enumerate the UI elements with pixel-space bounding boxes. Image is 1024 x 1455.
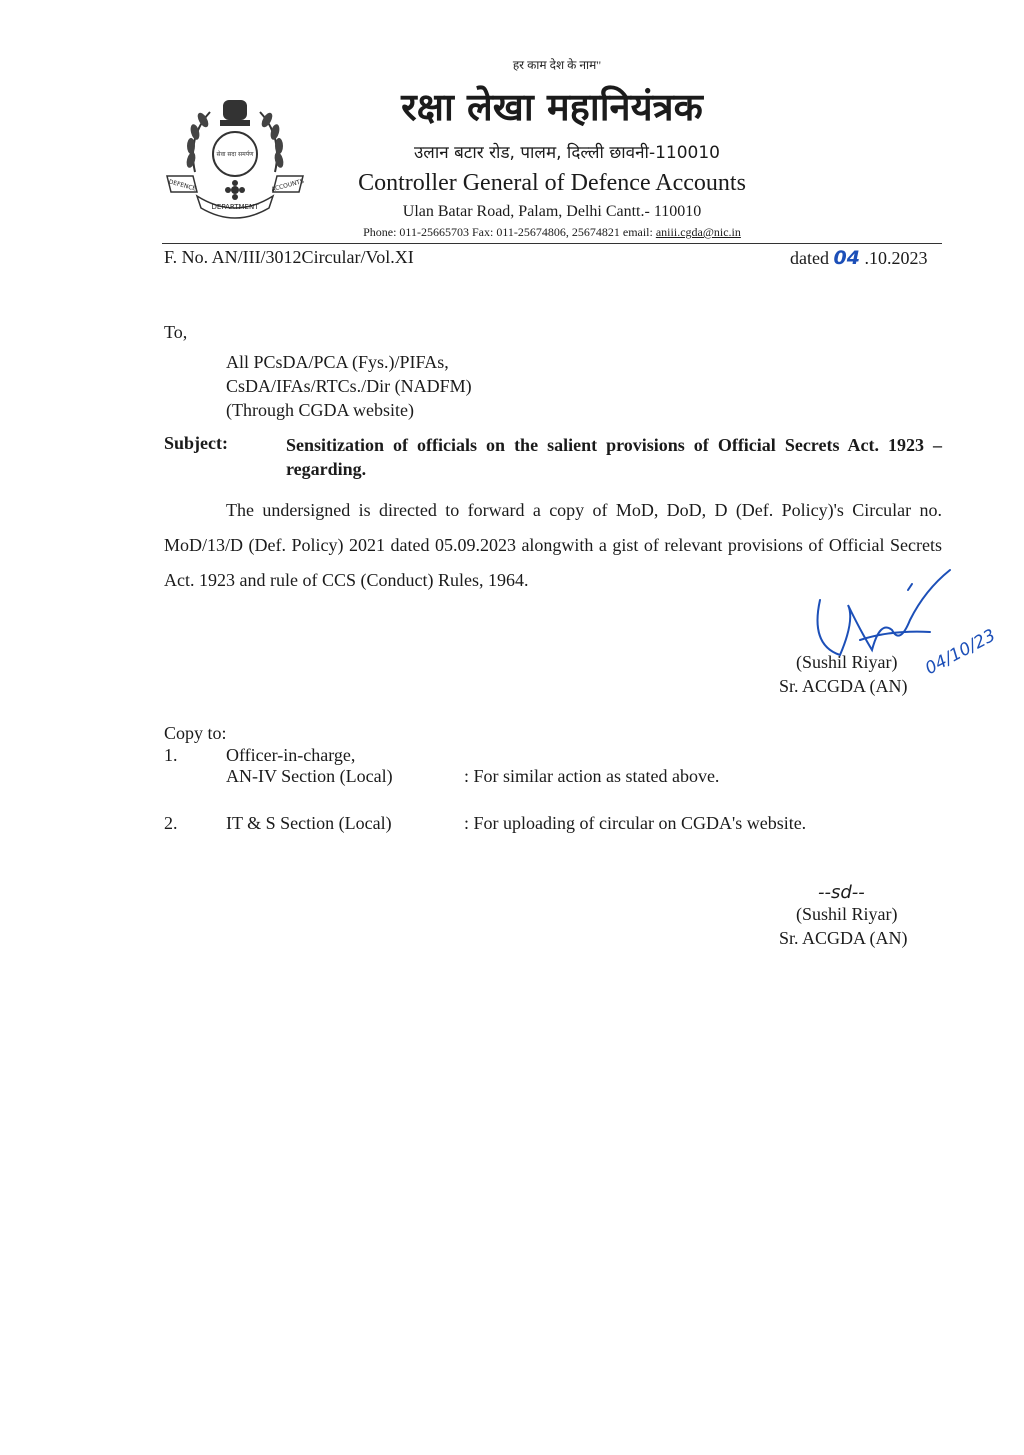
addressee-line: (Through CGDA website) <box>226 400 414 420</box>
closing-designation: Sr. ACGDA (AN) <box>779 928 908 948</box>
copy-item-recipient: AN-IV Section (Local) <box>226 766 393 786</box>
copy-item-number: 1. <box>164 745 178 765</box>
sd-mark: --sd-- <box>818 882 865 903</box>
emblem-banner-left: DEFENCE <box>167 178 197 193</box>
emblem-banner-bottom: DEPARTMENT <box>211 203 259 211</box>
copy-item-note: : For uploading of circular on CGDA's website. <box>464 813 807 833</box>
handwritten-day: 04 <box>833 247 860 269</box>
address-hindi: उलान बटार रोड, पालम, दिल्ली छावनी-110010 <box>413 143 720 163</box>
body-text: The undersigned is directed to forward a copy of MoD, DoD, D (Def. Policy)'s Circular no. MoD/13/D (Def. Policy) 2021 dated 05.09.2023 alongwith a gist of relevant provisions of Official Secrets Act. 1923 and rule of CCS (Conduct) Rules, 1964. <box>164 500 942 590</box>
to-label: To, <box>164 322 188 342</box>
department-emblem-icon <box>165 92 305 222</box>
handwritten-date: 04/10/23 <box>922 625 999 680</box>
subject-text: Sensitization of officials on the salient provisions of Official Secrets Act. 1923 – regarding. <box>286 435 942 479</box>
org-name-hindi: रक्षा लेखा महानियंत्रक <box>401 85 703 129</box>
copy-item-recipient: Officer-in-charge, <box>226 745 356 765</box>
addressee-line: All PCsDA/PCA (Fys.)/PIFAs, <box>226 352 449 372</box>
signatory-name: (Sushil Riyar) <box>796 652 898 672</box>
dated-prefix: dated <box>790 248 834 268</box>
emblem-motto: सेवा सदा समर्पण <box>216 151 254 158</box>
header-divider <box>162 243 942 244</box>
letterhead-motto: हर काम देश के नाम" <box>512 58 602 72</box>
emblem-banner-right: ACCOUNTS <box>270 177 305 194</box>
org-name-english: Controller General of Defence Accounts <box>358 170 746 196</box>
copy-item-recipient: IT & S Section (Local) <box>226 813 392 833</box>
copy-item-note: : For similar action as stated above. <box>464 766 720 786</box>
copy-item-number: 2. <box>164 813 178 833</box>
dated-suffix: .10.2023 <box>859 248 928 268</box>
file-number: F. No. AN/III/3012Circular/Vol.XI <box>164 247 414 267</box>
copy-to-label: Copy to: <box>164 723 227 743</box>
subject-label: Subject: <box>164 433 228 453</box>
email-link[interactable]: aniii.cgda@nic.in <box>655 225 741 239</box>
date-line <box>790 247 927 269</box>
contact-prefix: Phone: 011-25665703 Fax: 011-25674806, 25674821 email: <box>363 225 656 239</box>
addressee-line: CsDA/IFAs/RTCs./Dir (NADFM) <box>226 376 472 396</box>
address-english: Ulan Batar Road, Palam, Delhi Cantt.- 110010 <box>402 203 702 220</box>
closing-name: (Sushil Riyar) <box>796 904 898 924</box>
contact-line <box>0 225 1024 240</box>
signatory-designation: Sr. ACGDA (AN) <box>779 676 908 696</box>
